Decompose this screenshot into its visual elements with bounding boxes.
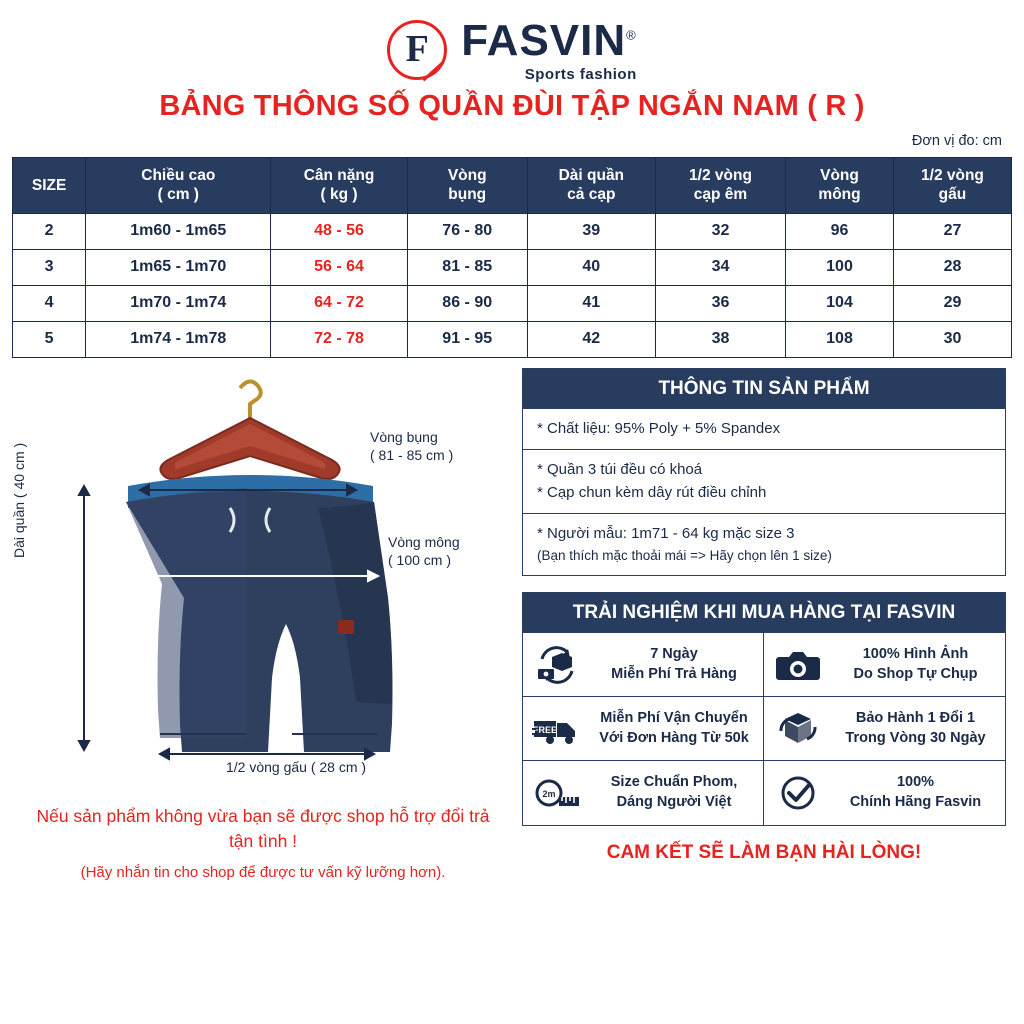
table-row — [13, 213, 1012, 249]
benefits-panel — [522, 592, 1006, 826]
cell-height: 1m74 - 1m78 — [86, 321, 271, 357]
cell-length: 41 — [527, 285, 655, 321]
cell-height: 1m60 - 1m65 — [86, 213, 271, 249]
camera-icon — [772, 645, 824, 685]
hip-measure-label: Vòng mông ( 100 cm ) — [388, 533, 460, 568]
brand-header — [0, 0, 1024, 86]
cell-height: 1m70 - 1m74 — [86, 285, 271, 321]
unit-note: Đơn vị đo: cm — [911, 133, 1002, 149]
col-header-length: Dài quần cả cạp — [527, 158, 655, 214]
benefit-text: 100% Chính Hãng Fasvin — [849, 774, 982, 810]
benefit-text: 100% Hình Ảnh Do Shop Tự Chụp — [853, 645, 978, 682]
cell-weight: 56 - 64 — [271, 249, 407, 285]
product-info-row: * Người mẫu: 1m71 - 64 kg mặc size 3 (Bạn thích mặc thoải mái => Hãy chọn lên 1 size) — [537, 525, 832, 563]
benefit-text: Miễn Phí Vận Chuyển Với Đơn Hàng Từ 50k — [599, 709, 749, 746]
cell-size: 5 — [13, 321, 86, 357]
cell-half-hem: 30 — [893, 321, 1011, 357]
fasvin-f-logo-icon — [387, 20, 447, 80]
svg-text:2m: 2m — [542, 789, 556, 799]
product-info-row: * Chất liệu: 95% Poly + 5% Spandex — [523, 409, 1005, 451]
check-circle-icon — [772, 773, 824, 813]
cell-weight: 64 - 72 — [271, 285, 407, 321]
product-info-heading: THÔNG TIN SẢN PHẨM — [523, 369, 1005, 409]
hem-measure-label: 1/2 vòng gấu ( 28 cm ) — [226, 758, 367, 775]
table-body — [13, 213, 1012, 357]
cell-half-waist: 34 — [655, 249, 785, 285]
col-header-half-waist: 1/2 vòng cạp êm — [655, 158, 785, 214]
product-info-panel — [522, 368, 1006, 576]
benefit-item — [523, 633, 764, 697]
col-header-hip: Vòng mông — [786, 158, 894, 214]
benefits-heading: TRẢI NGHIỆM KHI MUA HÀNG TẠI FASVIN — [523, 593, 1005, 633]
svg-text:FREE: FREE — [532, 724, 558, 735]
tape-measure-icon — [531, 773, 583, 813]
warranty-exchange-icon — [772, 709, 824, 749]
cell-half-hem: 29 — [893, 285, 1011, 321]
illustration-column — [11, 368, 508, 884]
cell-waist: 91 - 95 — [407, 321, 527, 357]
benefit-item — [523, 697, 764, 761]
shorts-illustration — [11, 368, 508, 798]
table-header-row — [13, 158, 1012, 214]
exchange-note-line3: (Hãy nhắn tin cho shop để được tư vấn kỹ lưỡng hơn). — [80, 863, 446, 881]
exchange-note-line1: Nếu sản phẩm không vừa bạn sẽ được shop hỗ — [36, 805, 409, 826]
brand-tagline: Sports fashion — [524, 65, 637, 83]
cell-height: 1m65 - 1m70 — [86, 249, 271, 285]
benefits-grid — [523, 633, 1005, 825]
benefit-text: Bảo Hành 1 Đổi 1 Trong Vòng 30 Ngày — [845, 709, 986, 746]
info-column — [522, 368, 1006, 884]
cell-weight: 48 - 56 — [271, 213, 407, 249]
benefit-text: 7 Ngày Miễn Phí Trả Hàng — [611, 645, 737, 682]
cell-length: 39 — [527, 213, 655, 249]
benefit-item — [764, 761, 1005, 825]
cell-hip: 104 — [786, 285, 894, 321]
col-header-weight: Cân nặng ( kg ) — [271, 158, 407, 214]
brand-name — [461, 15, 637, 65]
benefit-item — [764, 633, 1005, 697]
table-row — [13, 249, 1012, 285]
lower-section — [0, 358, 1024, 884]
benefit-item — [523, 761, 764, 825]
commitment-text: CAM KẾT SẼ LÀM BẠN HÀI LÒNG! — [606, 842, 922, 863]
benefit-item — [764, 697, 1005, 761]
product-info-row: * Quần 3 túi đều có khoá * Cạp chun kèm dây rút điều chỉnh — [523, 450, 1005, 514]
brand-name-text: FASVIN — [461, 15, 627, 65]
cell-hip: 100 — [786, 249, 894, 285]
logo-letter: F — [405, 28, 429, 70]
cell-half-waist: 38 — [655, 321, 785, 357]
cell-length: 40 — [527, 249, 655, 285]
exchange-note-line2: trợ đổi trả tận tình ! — [228, 805, 490, 852]
table-row — [13, 285, 1012, 321]
col-header-size: SIZE — [13, 158, 86, 214]
cell-length: 42 — [527, 321, 655, 357]
length-measure-label: Dài quần ( 40 cm ) — [11, 442, 27, 558]
cell-weight: 72 - 78 — [271, 321, 407, 357]
cell-hip: 96 — [786, 213, 894, 249]
table-head — [13, 158, 1012, 214]
table-row — [13, 321, 1012, 357]
col-header-half-hem: 1/2 vòng gấu — [893, 158, 1011, 214]
size-table — [12, 157, 1012, 358]
product-info-body — [523, 409, 1005, 575]
cell-waist: 81 - 85 — [407, 249, 527, 285]
cell-size: 2 — [13, 213, 86, 249]
cell-half-hem: 27 — [893, 213, 1011, 249]
cell-half-hem: 28 — [893, 249, 1011, 285]
cell-waist: 76 - 80 — [407, 213, 527, 249]
cell-size: 3 — [13, 249, 86, 285]
cell-half-waist: 36 — [655, 285, 785, 321]
benefit-text: Size Chuẩn Phom, Dáng Người Việt — [610, 774, 738, 810]
brand-registered-mark: ® — [626, 26, 637, 42]
col-header-waist: Vòng bụng — [407, 158, 527, 214]
cell-size: 4 — [13, 285, 86, 321]
page-title: BẢNG THÔNG SỐ QUẦN ĐÙI TẬP NGẮN NAM ( R ) — [159, 90, 865, 122]
free-shipping-truck-icon — [531, 709, 583, 749]
cell-hip: 108 — [786, 321, 894, 357]
waist-measure-label: Vòng bụng ( 81 - 85 cm ) — [370, 428, 454, 463]
return-box-icon — [531, 645, 583, 685]
col-header-height: Chiều cao ( cm ) — [86, 158, 271, 214]
brand-text — [461, 15, 637, 83]
exchange-note — [18, 804, 508, 884]
cell-half-waist: 32 — [655, 213, 785, 249]
cell-waist: 86 - 90 — [407, 285, 527, 321]
